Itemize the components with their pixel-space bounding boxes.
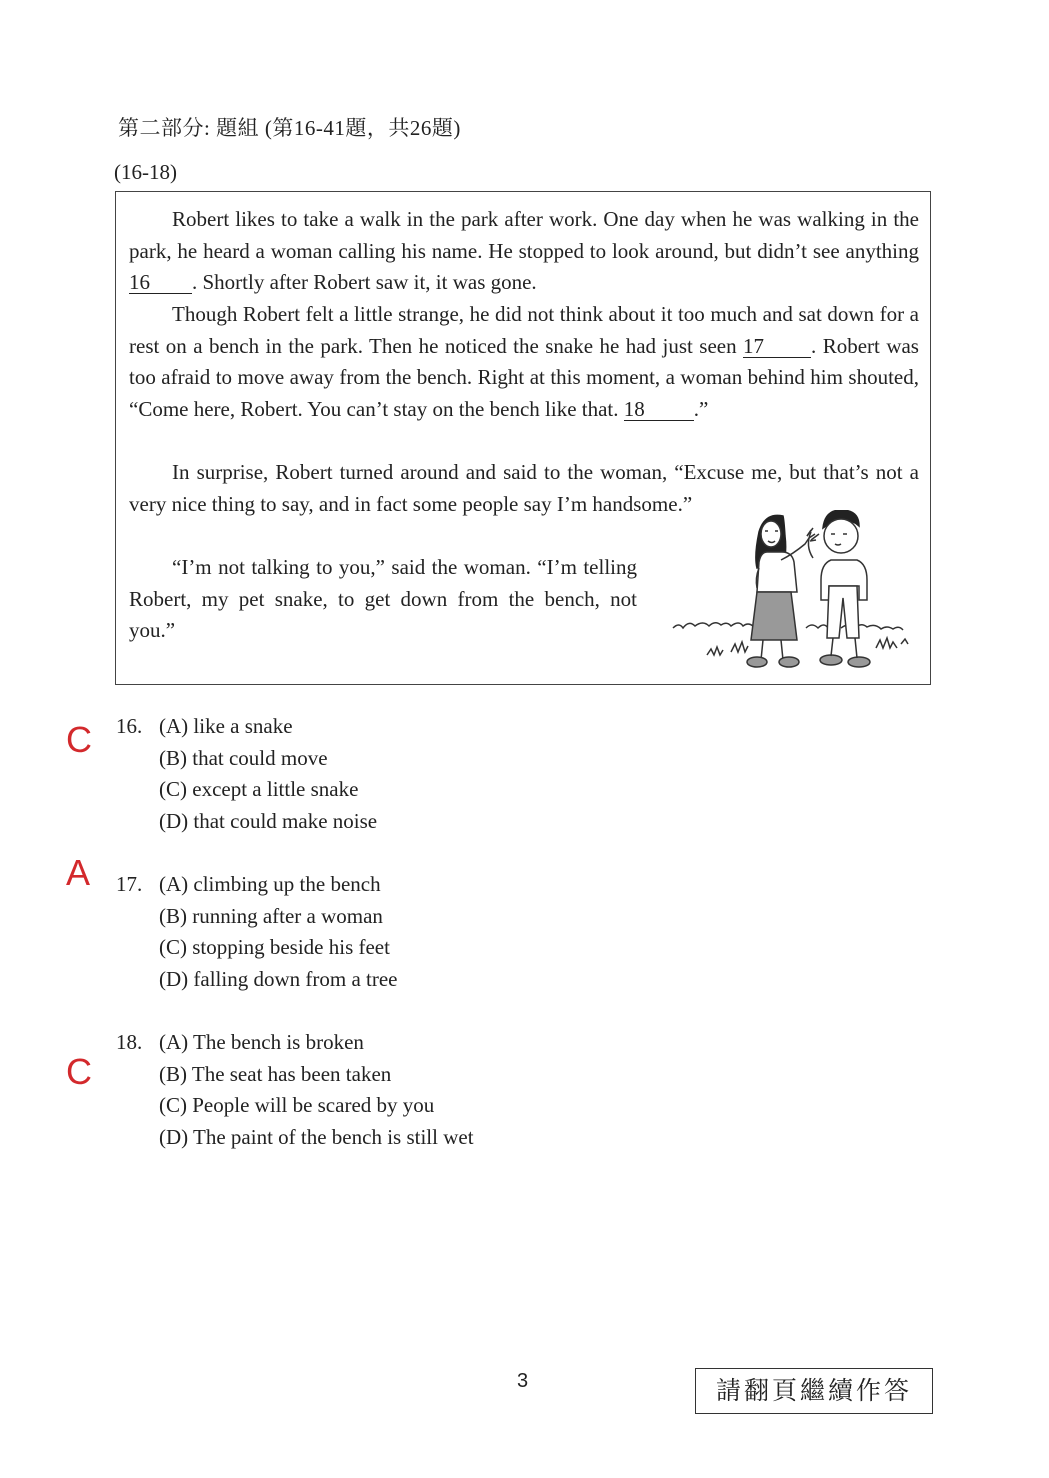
question-number: 18.: [116, 1030, 143, 1054]
section-title: 第二部分: 題組 (第16-41題，共26題): [118, 116, 461, 140]
option-a: (A) climbing up the bench: [159, 872, 381, 896]
question-number: 16.: [116, 714, 143, 738]
option-c: (C) stopping beside his feet: [159, 935, 390, 960]
continue-note: 請翻頁繼續作答: [695, 1368, 933, 1414]
blank-18: 18: [624, 398, 694, 421]
option-a: (A) The bench is broken: [159, 1030, 364, 1054]
options-list: [159, 869, 398, 995]
answer-mark-17: A: [66, 852, 91, 893]
passage-paragraph-4: [129, 552, 637, 647]
passage-text: .”: [693, 396, 709, 421]
passage-box: [115, 191, 931, 685]
option-c: (C) except a little snake: [159, 777, 359, 802]
passage-text: Robert likes to take a walk in the park after work. One day when he was walking in the park, he heard a woman calling his name. He stopped to look around, but didn’t see anything: [129, 207, 919, 263]
options-list: [159, 1027, 474, 1153]
answer-mark-16: C: [66, 719, 92, 760]
option-b: (B) running after a woman: [159, 903, 383, 928]
option-b: (B) The seat has been taken: [159, 1061, 392, 1086]
passage-text: . Robert was too afraid to move away from the bench. Right at this moment, a woman behind him shouted, “Come here, Robert. You can’t stay on the bench like that.: [129, 333, 919, 421]
option-c: (C) People will be scared by you: [159, 1093, 435, 1118]
passage-text: “I’m not talking to you,” said the woman. “I’m telling Robert, my pet snake, to get down from the bench, not you.”: [129, 555, 637, 643]
question-group-range: (16-18): [114, 160, 177, 184]
question-number: 17.: [116, 872, 143, 896]
option-d: (D) falling down from a tree: [159, 966, 398, 991]
options-list: [159, 711, 377, 837]
passage-paragraph-2: [129, 299, 919, 425]
girl-and-boy-illustration: [671, 510, 921, 670]
option-b: (B) that could move: [159, 745, 328, 770]
option-d: (D) that could make noise: [159, 808, 378, 833]
passage-text: . Shortly after Robert saw it, it was gone.: [192, 270, 537, 295]
option-d: (D) The paint of the bench is still wet: [159, 1124, 474, 1149]
answer-mark-18: C: [66, 1051, 92, 1092]
passage-paragraph-1: [129, 204, 919, 299]
option-a: (A) like a snake: [159, 714, 293, 738]
page-number: 3: [517, 1370, 529, 1392]
blank-17: 17: [743, 335, 811, 358]
passage-text: In surprise, Robert turned around and said to the woman, “Excuse me, but that’s not a very nice thing to say, and in fact some people say I’m handsome.”: [129, 460, 919, 516]
blank-16: 16: [129, 271, 192, 294]
passage-text: Though Robert felt a little strange, he did not think about it too much and sat down for a rest on a bench in the park. Then he noticed the snake he had just seen: [129, 302, 919, 358]
